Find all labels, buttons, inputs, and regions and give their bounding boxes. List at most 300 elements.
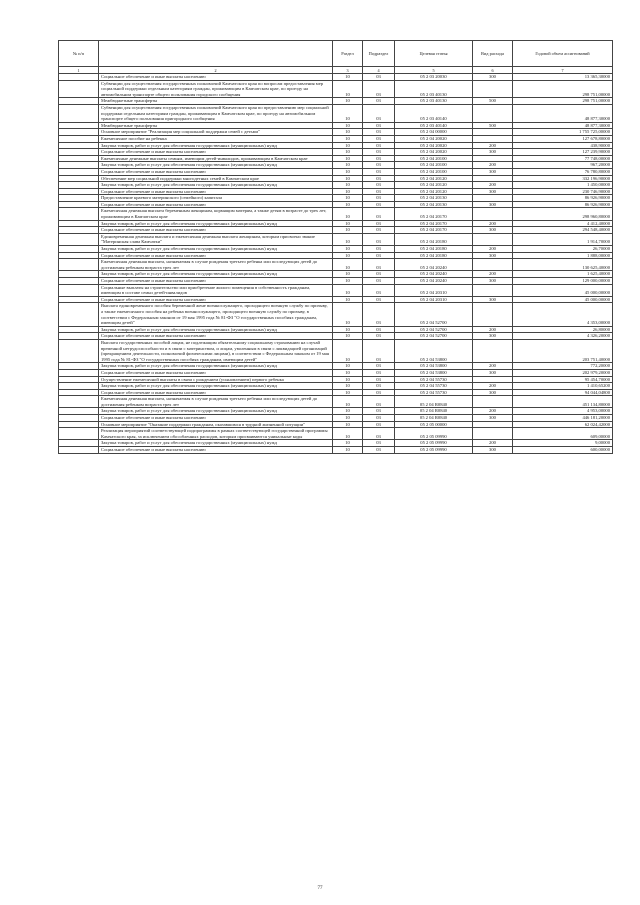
podrazdel-cell: 03	[363, 246, 395, 253]
num-cell	[59, 246, 99, 253]
table-row	[59, 284, 613, 296]
name-cell: Закупка товаров, работ и услуг для обеспечения государственных (муниципальных) нужд	[99, 182, 333, 189]
podrazdel-cell: 03	[363, 376, 395, 383]
razdel-cell: 10	[333, 303, 363, 326]
num-cell	[59, 447, 99, 454]
podrazdel-cell: 03	[363, 227, 395, 234]
annual-sum-cell: 609,00000	[513, 428, 613, 440]
name-cell: Социальное обеспечение и иные выплаты населению	[99, 168, 333, 175]
expense-type-cell	[473, 195, 513, 202]
table-row	[59, 188, 613, 195]
num-cell	[59, 162, 99, 169]
target-article-cell: 05 2 04 52700	[395, 303, 473, 326]
name-cell: Обеспечение мер социальной поддержки многодетных семей в Камчатском крае	[99, 175, 333, 182]
table-row	[59, 252, 613, 259]
expense-type-cell: 300	[473, 188, 513, 195]
expense-type-cell	[473, 396, 513, 408]
table-row	[59, 339, 613, 362]
podrazdel-cell: 03	[363, 168, 395, 175]
podrazdel-cell: 03	[363, 74, 395, 81]
name-cell: Закупка товаров, работ и услуг для обеспечения государственных (муниципальных) нужд	[99, 220, 333, 227]
expense-type-cell: 300	[473, 447, 513, 454]
table-row	[59, 428, 613, 440]
table-row	[59, 182, 613, 189]
annual-sum-cell: 1 410,65200	[513, 383, 613, 390]
num-cell	[59, 396, 99, 408]
num-cell	[59, 188, 99, 195]
target-article-cell: 05 2 04 20020	[395, 135, 473, 142]
razdel-cell: 10	[333, 175, 363, 182]
annual-sum-cell: 1 755 725,00000	[513, 129, 613, 136]
razdel-cell: 10	[333, 233, 363, 245]
annual-sum-cell: 202 979,20000	[513, 369, 613, 376]
podrazdel-cell: 03	[363, 415, 395, 422]
target-article-cell: 05 2 03 20030	[395, 74, 473, 81]
table-row	[59, 201, 613, 208]
name-cell: Социальное обеспечение и иные выплаты населению	[99, 333, 333, 340]
num-cell	[59, 220, 99, 227]
annual-sum-cell: 298 751,00000	[513, 80, 613, 98]
podrazdel-cell: 03	[363, 278, 395, 285]
annual-sum-cell: 95 454,70000	[513, 376, 613, 383]
podrazdel-cell: 03	[363, 129, 395, 136]
target-article-cell: 05 2 04 R0840	[395, 415, 473, 422]
target-article-cell: 05 2 04 20130	[395, 195, 473, 202]
razdel-cell: 10	[333, 396, 363, 408]
name-cell: Социальное обеспечение и иные выплаты населению	[99, 415, 333, 422]
num-cell	[59, 142, 99, 149]
annual-sum-cell: 294 548,40000	[513, 227, 613, 234]
annual-sum-cell: 45 000,00000	[513, 296, 613, 303]
header-razdel: Раздел	[333, 41, 363, 67]
table-row	[59, 296, 613, 303]
target-article-cell: 05 2 04 52700	[395, 333, 473, 340]
razdel-cell: 10	[333, 155, 363, 162]
target-article-cell: 05 2 03 40130	[395, 80, 473, 98]
num-cell	[59, 383, 99, 390]
target-article-cell: 05 2 04 20310	[395, 284, 473, 296]
num-cell	[59, 195, 99, 202]
target-article-cell: 05 2 04 20240	[395, 259, 473, 271]
podrazdel-cell: 03	[363, 175, 395, 182]
expense-type-cell	[473, 135, 513, 142]
name-cell: Межбюджетные трансферты	[99, 122, 333, 129]
budget-table	[58, 40, 613, 454]
razdel-cell: 10	[333, 122, 363, 129]
podrazdel-cell: 03	[363, 408, 395, 415]
annual-sum-cell: 451 134,80000	[513, 396, 613, 408]
razdel-cell: 10	[333, 326, 363, 333]
target-article-cell: 05 2 04 20120	[395, 188, 473, 195]
name-cell: Закупка товаров, работ и услуг для обеспечения государственных (муниципальных) нужд	[99, 142, 333, 149]
razdel-cell: 10	[333, 135, 363, 142]
annual-sum-cell: 298 960,80000	[513, 208, 613, 220]
num-cell	[59, 259, 99, 271]
expense-type-cell: 300	[473, 74, 513, 81]
target-article-cell: 05 2 04 20120	[395, 175, 473, 182]
podrazdel-cell: 03	[363, 440, 395, 447]
expense-type-cell: 200	[473, 408, 513, 415]
expense-type-cell	[473, 376, 513, 383]
name-cell: Субвенции для осуществления государственных полномочий Камчатского края по предоставлению мер социальной поддержки отдельным категориям граждан, проживающим в Камчатском крае, по проезду на автомобильном транспорте общего пользования пригородного сообщения	[99, 104, 333, 122]
razdel-cell: 10	[333, 182, 363, 189]
razdel-cell: 10	[333, 80, 363, 98]
num-cell	[59, 284, 99, 296]
expense-type-cell: 200	[473, 440, 513, 447]
podrazdel-cell: 03	[363, 383, 395, 390]
annual-sum-cell: 77 748,00000	[513, 155, 613, 162]
razdel-cell: 10	[333, 201, 363, 208]
target-article-cell: 05 2 04 55730	[395, 376, 473, 383]
razdel-cell: 10	[333, 271, 363, 278]
table-row	[59, 376, 613, 383]
target-article-cell: 05 2 04 R0840	[395, 396, 473, 408]
name-cell: Закупка товаров, работ и услуг для обеспечения государственных (муниципальных) нужд	[99, 440, 333, 447]
expense-type-cell	[473, 155, 513, 162]
expense-type-cell: 300	[473, 201, 513, 208]
podrazdel-cell: 03	[363, 195, 395, 202]
razdel-cell: 10	[333, 142, 363, 149]
podrazdel-cell: 03	[363, 396, 395, 408]
annual-sum-cell: 1 450,00000	[513, 182, 613, 189]
name-cell: Закупка товаров, работ и услуг для обеспечения государственных (муниципальных) нужд	[99, 246, 333, 253]
podrazdel-cell: 03	[363, 149, 395, 156]
annual-sum-cell: 600,00000	[513, 447, 613, 454]
podrazdel-cell: 03	[363, 162, 395, 169]
target-article-cell: 05 2 04 20310	[395, 296, 473, 303]
name-cell: Социальное обеспечение и иные выплаты населению	[99, 369, 333, 376]
name-cell: Субвенции для осуществления государственных полномочий Камчатского края по вопросам предоставления мер социальной поддержки отдельным категориям граждан, проживающим в Камчатском крае, по проезду на автомобильном транспорте общего пользования городского сообщения	[99, 80, 333, 98]
num-cell	[59, 363, 99, 370]
podrazdel-cell: 03	[363, 271, 395, 278]
target-article-cell: 05 2 04 20180	[395, 252, 473, 259]
table-row	[59, 104, 613, 122]
name-cell: Социальные выплаты на строительство или приобретение жилого помещения в собственность гражданам, имеющим в составе семьи детей-инвалидов	[99, 284, 333, 296]
name-cell: Ежемесячное пособие на ребенка	[99, 135, 333, 142]
table-header-row	[59, 41, 613, 67]
expense-type-cell	[473, 428, 513, 440]
target-article-cell: 05 2 03 40140	[395, 104, 473, 122]
annual-sum-cell: 4 353,00000	[513, 303, 613, 326]
razdel-cell: 10	[333, 383, 363, 390]
table-row	[59, 208, 613, 220]
header-name	[99, 41, 333, 67]
razdel-cell: 10	[333, 415, 363, 422]
annual-sum-cell: 332 196,90000	[513, 175, 613, 182]
expense-type-cell: 200	[473, 142, 513, 149]
name-cell: Ежемесячная денежная выплата беременным женщинам, кормящим матерям, а также детям в возрасте до трех лет, проживающим в Камчатском крае	[99, 208, 333, 220]
target-article-cell: 05 2 04 R0840	[395, 408, 473, 415]
num-cell	[59, 333, 99, 340]
name-cell: Выплата государственных пособий лицам, не подлежащим обязательному социальному страхованию на случай временной нетрудоспособности и в связи с материнством, и лицам, уволенным в связи с ликвидацией организаций (прекращением деятельности, полномочий физическими лицами), в соответствии с Федеральным законом от 19 мая 1995 года № 81-ФЗ "О государственных пособиях гражданам, имеющим детей"	[99, 339, 333, 362]
expense-type-cell	[473, 284, 513, 296]
razdel-cell: 10	[333, 227, 363, 234]
column-index: 3	[333, 67, 363, 74]
target-article-cell: 05 2 05 09990	[395, 447, 473, 454]
name-cell: Выплата единовременного пособия беременной жене военнослужащего, проходящего военную службу по призыву, а также ежемесячного пособия на ребенка военнослужащего, проходящего военную службу по призыву, в соответствии с Федеральным законом от 19 мая 1995 года № 81-ФЗ "О государственных пособиях гражданам, имеющим детей"	[99, 303, 333, 326]
target-article-cell: 05 2 04 53800	[395, 369, 473, 376]
podrazdel-cell: 03	[363, 98, 395, 105]
table-row	[59, 162, 613, 169]
razdel-cell: 10	[333, 188, 363, 195]
table-row	[59, 135, 613, 142]
target-article-cell: 05 2 04 00000	[395, 129, 473, 136]
razdel-cell: 10	[333, 389, 363, 396]
target-article-cell: 05 2 05 00000	[395, 421, 473, 428]
expense-type-cell	[473, 339, 513, 362]
razdel-cell: 10	[333, 149, 363, 156]
target-article-cell: 05 2 04 55730	[395, 383, 473, 390]
annual-sum-cell: 130 625,40000	[513, 259, 613, 271]
table-row	[59, 303, 613, 326]
num-cell	[59, 296, 99, 303]
name-cell: Закупка товаров, работ и услуг для обеспечения государственных (муниципальных) нужд	[99, 408, 333, 415]
razdel-cell: 10	[333, 339, 363, 362]
expense-type-cell: 200	[473, 326, 513, 333]
expense-type-cell: 500	[473, 122, 513, 129]
razdel-cell: 10	[333, 98, 363, 105]
target-article-cell: 05 2 04 20020	[395, 149, 473, 156]
name-cell: Социальное обеспечение и иные выплаты населению	[99, 252, 333, 259]
expense-type-cell: 300	[473, 227, 513, 234]
annual-sum-cell: 127 678,80000	[513, 135, 613, 142]
expense-type-cell	[473, 233, 513, 245]
expense-type-cell	[473, 80, 513, 98]
razdel-cell: 10	[333, 440, 363, 447]
podrazdel-cell: 03	[363, 201, 395, 208]
expense-type-cell: 300	[473, 252, 513, 259]
column-index-row	[59, 67, 613, 74]
name-cell: Основное мероприятие "Оказание поддержки гражданам, оказавшимся в трудной жизненной ситуации"	[99, 421, 333, 428]
num-cell	[59, 369, 99, 376]
table-row	[59, 80, 613, 98]
target-article-cell: 05 2 04 20180	[395, 233, 473, 245]
razdel-cell: 10	[333, 447, 363, 454]
razdel-cell: 10	[333, 363, 363, 370]
name-cell: Социальное обеспечение и иные выплаты населению	[99, 74, 333, 81]
annual-sum-cell: 76 780,80000	[513, 168, 613, 175]
podrazdel-cell: 03	[363, 188, 395, 195]
column-index: 4	[363, 67, 395, 74]
annual-sum-cell: 48 877,30000	[513, 104, 613, 122]
razdel-cell: 10	[333, 129, 363, 136]
annual-sum-cell: 1 888,00000	[513, 252, 613, 259]
table-row	[59, 278, 613, 285]
expense-type-cell	[473, 129, 513, 136]
podrazdel-cell: 03	[363, 259, 395, 271]
podrazdel-cell: 03	[363, 303, 395, 326]
name-cell: Закупка товаров, работ и услуг для обеспечения государственных (муниципальных) нужд	[99, 326, 333, 333]
annual-sum-cell: 86 926,90000	[513, 201, 613, 208]
expense-type-cell	[473, 175, 513, 182]
name-cell: Предоставление краевого материнского (семейного) капитала	[99, 195, 333, 202]
podrazdel-cell: 03	[363, 208, 395, 220]
podrazdel-cell: 03	[363, 369, 395, 376]
annual-sum-cell: 1 625,40000	[513, 271, 613, 278]
column-index: 7	[513, 67, 613, 74]
annual-sum-cell: 9,00000	[513, 440, 613, 447]
header-expense-type: Вид расхода	[473, 41, 513, 67]
razdel-cell: 10	[333, 195, 363, 202]
expense-type-cell: 300	[473, 389, 513, 396]
razdel-cell: 10	[333, 421, 363, 428]
num-cell	[59, 389, 99, 396]
table-row	[59, 220, 613, 227]
target-article-cell: 05 2 04 20020	[395, 142, 473, 149]
page-number: 77	[317, 886, 323, 891]
expense-type-cell: 200	[473, 246, 513, 253]
target-article-cell: 05 2 05 09990	[395, 440, 473, 447]
target-article-cell: 05 2 04 20170	[395, 227, 473, 234]
name-cell: Закупка товаров, работ и услуг для обеспечения государственных (муниципальных) нужд	[99, 162, 333, 169]
razdel-cell: 10	[333, 220, 363, 227]
target-article-cell: 05 2 04 20130	[395, 201, 473, 208]
table-row	[59, 396, 613, 408]
table-row	[59, 326, 613, 333]
name-cell: Социальное обеспечение и иные выплаты населению	[99, 278, 333, 285]
annual-sum-cell: 203 751,40000	[513, 339, 613, 362]
num-cell	[59, 326, 99, 333]
num-cell	[59, 98, 99, 105]
num-cell	[59, 80, 99, 98]
name-cell: Социальное обеспечение и иные выплаты населению	[99, 389, 333, 396]
name-cell: Ежемесячная денежная выплата, назначаемая в случае рождения третьего ребенка или последующих детей до достижения ребенком возраста трех лет	[99, 259, 333, 271]
annual-sum-cell: 26,80000	[513, 326, 613, 333]
podrazdel-cell: 03	[363, 421, 395, 428]
num-cell	[59, 408, 99, 415]
target-article-cell: 05 2 03 40130	[395, 98, 473, 105]
razdel-cell: 10	[333, 252, 363, 259]
column-index: 5	[395, 67, 473, 74]
razdel-cell: 10	[333, 284, 363, 296]
num-cell	[59, 129, 99, 136]
header-podrazdel: Подраздел	[363, 41, 395, 67]
table-row	[59, 440, 613, 447]
name-cell: Закупка товаров, работ и услуг для обеспечения государственных (муниципальных) нужд	[99, 383, 333, 390]
target-article-cell: 05 2 04 20240	[395, 271, 473, 278]
name-cell: Осуществление ежемесячной выплаты в связи с рождением (усыновлением) первого ребенка	[99, 376, 333, 383]
annual-sum-cell: 45 000,00000	[513, 284, 613, 296]
expense-type-cell	[473, 303, 513, 326]
table-row	[59, 195, 613, 202]
column-index: 2	[99, 67, 333, 74]
table-row	[59, 271, 613, 278]
num-cell	[59, 227, 99, 234]
table-row	[59, 233, 613, 245]
table-row	[59, 369, 613, 376]
num-cell	[59, 135, 99, 142]
num-cell	[59, 155, 99, 162]
annual-sum-cell: 48 877,30000	[513, 122, 613, 129]
table-row	[59, 408, 613, 415]
annual-sum-cell: 86 926,90000	[513, 195, 613, 202]
num-cell	[59, 168, 99, 175]
razdel-cell: 10	[333, 333, 363, 340]
table-row	[59, 447, 613, 454]
razdel-cell: 10	[333, 246, 363, 253]
name-cell: Закупка товаров, работ и услуг для обеспечения государственных (муниципальных) нужд	[99, 363, 333, 370]
table-row	[59, 175, 613, 182]
target-article-cell: 05 2 04 20100	[395, 155, 473, 162]
target-article-cell: 05 2 04 20100	[395, 162, 473, 169]
num-cell	[59, 122, 99, 129]
num-cell	[59, 252, 99, 259]
expense-type-cell	[473, 208, 513, 220]
expense-type-cell: 300	[473, 149, 513, 156]
podrazdel-cell: 03	[363, 428, 395, 440]
num-cell	[59, 149, 99, 156]
num-cell	[59, 233, 99, 245]
target-article-cell: 05 2 04 53800	[395, 363, 473, 370]
annual-sum-cell: 772,20000	[513, 363, 613, 370]
header-target-article: Целевая статья	[395, 41, 473, 67]
table-row	[59, 149, 613, 156]
expense-type-cell: 200	[473, 363, 513, 370]
table-row	[59, 122, 613, 129]
target-article-cell: 05 2 04 20180	[395, 246, 473, 253]
header-num: № п/п	[59, 41, 99, 67]
annual-sum-cell: 62 024,42000	[513, 421, 613, 428]
razdel-cell: 10	[333, 376, 363, 383]
target-article-cell: 05 2 04 55730	[395, 389, 473, 396]
header-annual-sum: Годовой объем ассигнований	[513, 41, 613, 67]
podrazdel-cell: 03	[363, 122, 395, 129]
expense-type-cell: 200	[473, 182, 513, 189]
expense-type-cell: 200	[473, 162, 513, 169]
razdel-cell: 10	[333, 369, 363, 376]
razdel-cell: 10	[333, 162, 363, 169]
table-row	[59, 389, 613, 396]
podrazdel-cell: 03	[363, 182, 395, 189]
annual-sum-cell: 26,70000	[513, 246, 613, 253]
target-article-cell: 05 2 05 09990	[395, 428, 473, 440]
table-row	[59, 421, 613, 428]
annual-sum-cell: 4 953,00000	[513, 408, 613, 415]
num-cell	[59, 201, 99, 208]
podrazdel-cell: 03	[363, 333, 395, 340]
name-cell: Реализация мероприятий соответствующей подпрограммы в рамках соответствующей государственной программы Камчатского края, за исключением обособленных расходов, которым присваиваются уникальные коды	[99, 428, 333, 440]
expense-type-cell: 300	[473, 333, 513, 340]
razdel-cell: 10	[333, 168, 363, 175]
expense-type-cell: 200	[473, 271, 513, 278]
annual-sum-cell: 446 181,20000	[513, 415, 613, 422]
expense-type-cell: 200	[473, 383, 513, 390]
num-cell	[59, 271, 99, 278]
razdel-cell: 10	[333, 408, 363, 415]
target-article-cell: 05 2 04 53800	[395, 339, 473, 362]
column-index: 1	[59, 67, 99, 74]
podrazdel-cell: 03	[363, 284, 395, 296]
table-row	[59, 142, 613, 149]
table-row	[59, 155, 613, 162]
podrazdel-cell: 03	[363, 80, 395, 98]
num-cell	[59, 303, 99, 326]
name-cell: Единовременная денежная выплата и ежемесячная денежная выплата женщинам, которым присвоено звание "Материнская слава Камчатки"	[99, 233, 333, 245]
podrazdel-cell: 03	[363, 142, 395, 149]
name-cell: Межбюджетные трансферты	[99, 98, 333, 105]
podrazdel-cell: 03	[363, 363, 395, 370]
num-cell	[59, 339, 99, 362]
annual-sum-cell: 967,20000	[513, 162, 613, 169]
razdel-cell: 10	[333, 259, 363, 271]
target-article-cell: 05 2 04 52700	[395, 326, 473, 333]
razdel-cell: 10	[333, 428, 363, 440]
table-row	[59, 363, 613, 370]
annual-sum-cell: 4 412,40000	[513, 220, 613, 227]
expense-type-cell	[473, 104, 513, 122]
podrazdel-cell: 03	[363, 389, 395, 396]
expense-type-cell: 300	[473, 369, 513, 376]
